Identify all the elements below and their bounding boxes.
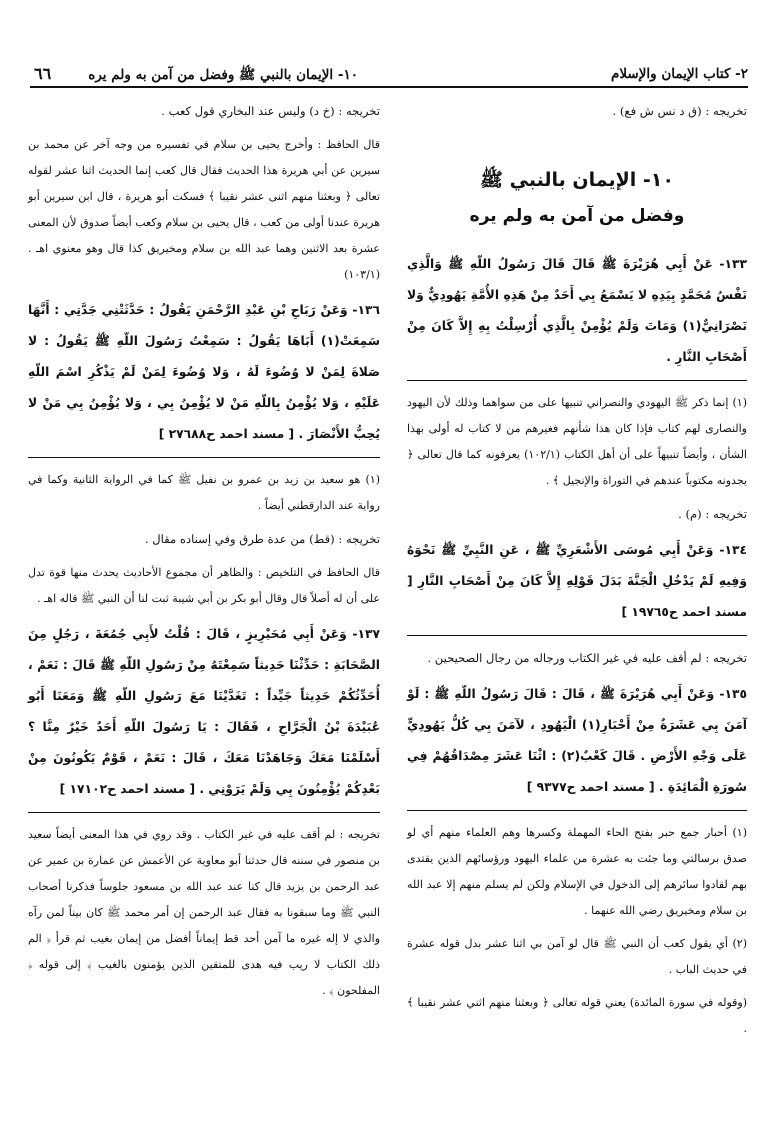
footnote-separator	[407, 635, 747, 636]
takhrij-133: تخريجه : (م) .	[678, 507, 747, 521]
footnote-135-3: (وقوله في سورة المائدة) يعني قوله تعالى ﴿ وبعثنا منهم اثني عشر نقيبا ﴾ .	[407, 996, 747, 1035]
takhrij-136: تخريجه : (قط) من عدة طرق وفي إسناده مقال .	[144, 532, 380, 546]
page-number: ٦٦	[34, 64, 52, 83]
footnote-135-1: (١) أحبار جمع حبر بفتح الحاء المهملة وكسرها وهم العلماء منهم أي لو صدق برسالتي وما جئت به عشرة من علماء اليهود ورؤسائهم الذين يقتدى بهم لقادوا سائرهم إلى الدخول في الإسلام ولكن لم يسلم منهم إلا عبد الله بن سلام ومخيريق رضي الله عنهما .	[407, 826, 747, 917]
hadith-137: ١٣٧- وَعَنْ أَبِي مُحَيْرِيزٍ ، قَالَ : قُلْتُ لأَبِي جُمُعَةَ ، رَجُلٍ مِنَ الصَّحَابَةِ : حَدِّثْنَا حَدِيثاً سَمِعْتَهُ مِنْ رَسُولِ اللّهِ ﷺ قَالَ : نَعَمْ ، أُحَدِّثُكُمْ حَدِيثاً جَيِّداً : تَغَدَّيْنَا مَعَ رَسُولِ اللّهِ ﷺ وَمَعَنَا أَبُو عُبَيْدَةَ بْنُ الْجَرَّاحِ ، فَقَالَ : يَا رَسُولَ اللّهِ أَحَدٌ خَيْرٌ مِنَّا ؟ أَسْلَمْنَا مَعَكَ وَجَاهَدْنَا مَعَكَ ، قَالَ : نَعَمْ ، قَوْمٌ يَكُونُونَ مِنْ بَعْدِكُمْ يُؤْمِنُونَ بِي وَلَمْ يَرَوْنِي . [ مسند احمد ح١٧١٠٢ ]	[28, 627, 380, 796]
section-title: ١٠- الإيمان بالنبي ﷺ وفضل من آمن به ولم يره	[88, 67, 358, 83]
footnote-135-2: (٢) أي يقول كعب أن النبي ﷺ قال لو آمن بي اثنا عشر بدل قوله عشرة في حديث الباب .	[407, 937, 747, 976]
chapter-title-line-2: وفضل من آمن به ولم يره	[469, 206, 685, 226]
footnote-separator	[407, 810, 747, 811]
hadith-134: ١٣٤- وَعَنْ أَبِي مُوسَى الأَشْعَرِيِّ ﷺ ، عَنِ النَّبِيِّ ﷺ نَحْوَهُ وَفِيهِ لَمْ يَدْخُلِ الْجَنَّةَ بَدَلَ قَوْلِهِ إِلاَّ كَانَ مِنْ أَصْحَابِ النَّارِ [ مسند احمد ح١٩٧٦٥ ]	[407, 543, 747, 619]
book-chapter-title: ٢- كتاب الإيمان والإسلام	[610, 66, 748, 82]
hadith-136: ١٣٦- وَعَنْ رَبَاحِ بْنِ عَبْدِ الرَّحْمَنِ يَقُولُ : حَدَّثَتْنِي جَدَّتِي : أَنَّهَا سَمِعَتْ(١) أَبَاهَا يَقُولُ : سَمِعْتُ رَسُولَ اللّهِ ﷺ يَقُولُ : لا صَلاةَ لِمَنْ لا وُضُوءَ لَهُ ، وَلا وُضُوءَ لِمَنْ لَمْ يَذْكُرِ اسْمَ اللّهِ عَلَيْهِ ، وَلا يُؤْمِنُ بِاللّهِ مَنْ لا يُؤْمِنُ بِي ، وَلا يُؤْمِنُ بِي مَنْ لا يُحِبُّ الأَنْصَارَ . [ مسند احمد ح٢٧٦٨٨ ]	[28, 303, 380, 441]
hadith-135: ١٣٥- وَعَنْ أَبِي هُرَيْرَةَ ﷺ ، قَالَ : قَالَ رَسُولُ اللّهِ ﷺ : لَوْ آمَنَ بِي عَشَرَةٌ مِنْ أَحْبَارِ(١) الْيَهُودِ ، لآمَنَ بِي كُلُّ يَهُودِيٍّ عَلَى وَجْهِ الأَرْضِ . قَالَ كَعْبٌ(٢) : اثْنَا عَشَرَ مِصْدَاقُهُمْ فِي سُورَةِ الْمَائِدَةِ . [ مسند احمد ح٩٣٧٧ ]	[407, 687, 747, 794]
takhrij-top-right: تخريجه : (ق د نس ش فع) .	[612, 104, 747, 118]
takhrij-137: تخريجه : لم أقف عليه في غير الكتاب . وقد روي في هذا المعنى أيضاً سعيد بن منصور في سننه قال حدثنا أبو معاوية عن الأعمش عن عمارة بن عمير عن عبد الرحمن بن يزيد قال كنا عند عبد الله بن مسعود جلوساً فذكرنا أصحاب النبي ﷺ وما سبقونا به فقال عبد الرحمن إن أمر محمد ﷺ كان بيناً لمن رآه والذي لا إله غيره ما آمن أحد قط إيماناً أفضل من إيمان بغيب ثم قرأ ﴿ الم ذلك الكتاب لا ريب فيه هدى للمتقين الذين يؤمنون بالغيب ﴾ إلى قوله ﴿ المفلحون ﴾ .	[28, 828, 380, 997]
left-column	[28, 98, 380, 1011]
footnote-separator	[28, 457, 380, 458]
hafiz-note-2: قال الحافظ في التلخيص : والظاهر أن مجموع الأحاديث يحدث منها قوة تدل على أن له أصلاً قال وقال أبو بكر بن أبي شيبة ثبت لنا أن النبي ﷺ قاله اهـ .	[28, 566, 380, 605]
hadith-133: ١٣٣- عَنْ أَبِي هُرَيْرَةَ ﷺ قَالَ قَالَ رَسُولُ اللّهِ ﷺ وَالَّذِي نَفْسُ مُحَمَّدٍ بِيَدِهِ لا يَسْمَعُ بِي أَحَدٌ مِنْ هَذِهِ الأُمَّةِ يَهُودِيٌّ وَلا نَصْرَانِيٌّ(١) وَمَاتَ وَلَمْ يُؤْمِنْ بِالَّذِي أُرْسِلْتُ بِهِ إِلاَّ كَانَ مِنْ أَصْحَابِ النَّارِ .	[407, 257, 747, 364]
footnote-separator	[28, 812, 380, 813]
footnote-133: (١) إنما ذكر ﷺ اليهودي والنصراني تنبيها على من سواهما وذلك لأن اليهود والنصارى لهم كتاب فإذا كان هذا شأنهم فغيرهم من لا كتاب له أولى بهذا الشأن ، وأيضاً تنبيهاً على أن أهل الكتاب (١٠٢/١) يعرفونه كما قال تعالى ﴿ يجدونه مكتوباً عندهم في التوراة والإنجيل ﴾ .	[407, 396, 747, 487]
running-header	[30, 56, 748, 88]
takhrij-top-left: تخريجه : (خ د) وليس عند البخاري قول كعب .	[161, 104, 380, 118]
takhrij-134: تخريجه : لم أقف عليه في غير الكتاب ورجاله من رجال الصحيحين .	[427, 651, 747, 665]
right-column	[407, 98, 747, 1049]
footnote-136: (١) هو سعيد بن زيد بن عمرو بن نفيل ﷺ كما في الرواية الثانية وكما في رواية عند الدارقطني أيضاً .	[28, 473, 380, 512]
footnote-separator	[407, 380, 747, 381]
hafiz-note: قال الحافظ : وأخرج يحيى بن سلام في تفسيره من وجه آخر عن محمد بن سيرين عن أبي هريرة هذا الحديث فقال قال كعب إنما الحديث اثنا عشر لقوله تعالى ﴿ وبعثنا منهم اثنى عشر نقيبا ﴾ فسكت أبو هريرة ، قال ابن سيرين أبو هريرة عندنا أولى من كعب ، قال يحيى بن سلام وكعب أيضاً صدوق لأن المعنى عشرة بعد الاثنين وهما عبد الله بن سلام ومخيريق كذا قال وهو معنوي اهـ . (١٠٣/١)	[28, 138, 380, 281]
chapter-title-line-1: ١٠- الإيمان بالنبي ﷺ	[480, 169, 674, 191]
